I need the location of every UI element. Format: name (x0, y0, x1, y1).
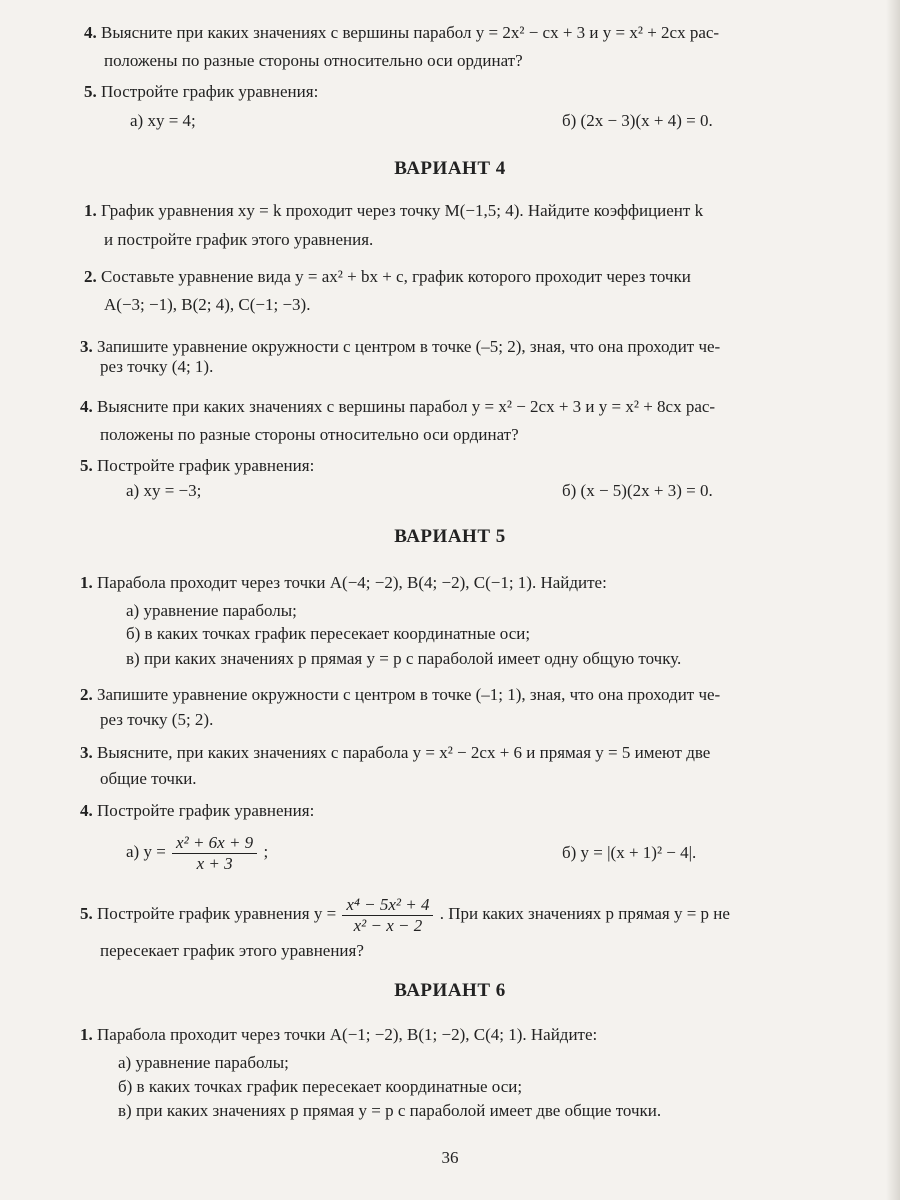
task-line: рез точку (4; 1). (100, 357, 214, 376)
task-line: и постройте график этого уравнения. (104, 230, 374, 249)
task-line: б) в каких точках график пересекает координатные оси; (118, 1077, 523, 1096)
task-line: 1. График уравнения xy = k проходит через точку M(−1,5; 4). Найдите коэффициент k (84, 201, 704, 220)
task-line: 4. Выясните при каких значениях c вершины парабол y = x² − 2cx + 3 и y = x² + 8cx рас- (80, 397, 716, 416)
task-line: 2. Запишите уравнение окружности с центром в точке (–1; 1), зная, что она проходит че- (80, 685, 721, 704)
task-line: б) y = |(x + 1)² − 4|. (562, 843, 697, 862)
fraction (342, 895, 433, 936)
task-line: а) уравнение параболы; (118, 1053, 289, 1072)
task-line: а) xy = 4; (130, 111, 196, 130)
equation-suffix: ; (263, 842, 269, 861)
task-line: пересекает график этого уравнения? (100, 941, 364, 960)
task-line: б) в каких точках график пересекает координатные оси; (126, 624, 531, 643)
task-line: общие точки. (100, 769, 197, 788)
task-line: 2. Составьте уравнение вида y = ax² + bx + c, график которого проходит через точки (84, 267, 691, 286)
page-edge-shadow (886, 0, 900, 1200)
task-line: в) при каких значениях p прямая y = p с параболой имеет одну общую точку. (126, 649, 682, 668)
task-line: а) xy = −3; (126, 481, 202, 500)
task-line: рез точку (5; 2). (100, 710, 214, 729)
variant-heading: ВАРИАНТ 5 (394, 526, 506, 547)
variant-heading: ВАРИАНТ 6 (394, 980, 506, 1001)
equation-line (80, 894, 730, 936)
task-line: 5. Постройте график уравнения: (80, 456, 315, 475)
task-line: б) (2x − 3)(x + 4) = 0. (562, 111, 713, 130)
task-line: 3. Выясните, при каких значениях c парабола y = x² − 2cx + 6 и прямая y = 5 имеют две (80, 743, 711, 762)
task-line: 4. Выясните при каких значениях c вершины парабол y = 2x² − cx + 3 и y = x² + 2cx рас- (84, 23, 720, 42)
task-line: положены по разные стороны относительно оси ординат? (100, 425, 519, 444)
task-line: A(−3; −1), B(2; 4), C(−1; −3). (104, 295, 311, 314)
equation-line (126, 832, 268, 874)
fraction-numerator: x⁴ − 5x² + 4 (342, 895, 433, 916)
task-line: 4. Постройте график уравнения: (80, 801, 315, 820)
fraction (172, 833, 257, 874)
fraction-denominator: x + 3 (196, 853, 233, 873)
page-number: 36 (441, 1148, 459, 1167)
task-line: 1. Парабола проходит через точки A(−4; −2), B(4; −2), C(−1; 1). Найдите: (80, 573, 607, 592)
equation-prefix: а) y = (126, 842, 166, 861)
task-line: положены по разные стороны относительно оси ординат? (104, 51, 523, 70)
equation-prefix: 5. Постройте график уравнения y = (80, 904, 337, 923)
variant-heading: ВАРИАНТ 4 (394, 158, 506, 179)
task-line: в) при каких значениях p прямая y = p с параболой имеет две общие точки. (118, 1101, 662, 1120)
task-line: б) (x − 5)(2x + 3) = 0. (562, 481, 713, 500)
equation-suffix: . При каких значениях p прямая y = p не (439, 904, 730, 923)
task-line: 1. Парабола проходит через точки A(−1; −2), B(1; −2), C(4; 1). Найдите: (80, 1025, 598, 1044)
fraction-numerator: x² + 6x + 9 (172, 833, 257, 854)
fraction-denominator: x² − x − 2 (353, 915, 423, 935)
task-line: а) уравнение параболы; (126, 601, 297, 620)
task-line: 3. Запишите уравнение окружности с центром в точке (–5; 2), зная, что она проходит че- (80, 337, 721, 356)
task-line: 5. Постройте график уравнения: (84, 82, 319, 101)
